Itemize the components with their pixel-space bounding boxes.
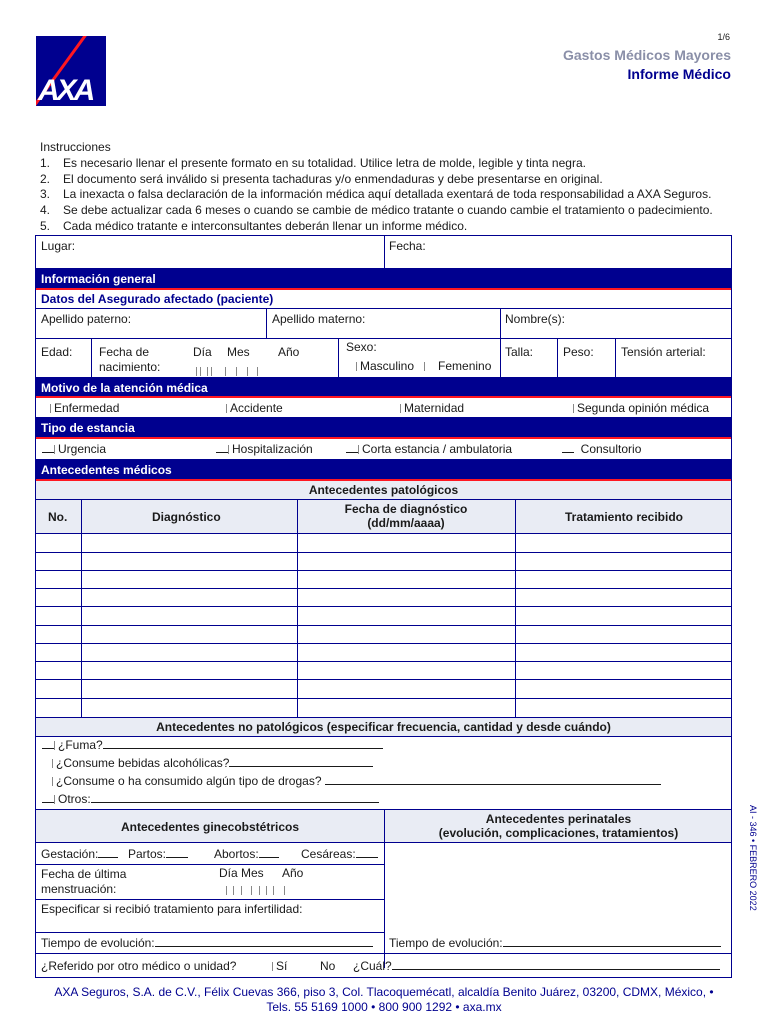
drogas-field[interactable]: ¿Consume o ha consumido algún tipo de drogas? [52,774,661,788]
document-title: Informe Médico [627,66,731,82]
cesareas-field[interactable]: Cesáreas: [301,847,378,861]
abortos-field[interactable]: Abortos: [214,847,279,861]
patologicos-table-body[interactable] [36,534,731,718]
datos-asegurado-heading: Datos del Asegurado afectado (paciente) [41,292,274,306]
dia-label: Día [193,345,212,359]
birthdate-input[interactable] [196,364,261,378]
tiempo-evolucion-row [36,933,731,954]
gestacion-field[interactable]: Gestación: [41,847,118,861]
patologicos-table-header [36,500,731,534]
peso-field[interactable]: Peso: [563,345,594,359]
referido-label: ¿Referido por otro médico o unidad? [41,959,237,973]
fum-label-2: menstruación: [41,882,117,896]
partos-field[interactable]: Partos: [128,847,188,861]
maternidad-checkbox[interactable]: Maternidad [400,401,464,415]
names-row [36,309,731,339]
cual-field[interactable]: ¿Cuál? [353,959,720,973]
fum-label: Fecha de última [41,867,127,881]
footer-address: AXA Seguros, S.A. de C.V., Félix Cuevas 366, piso 3, Col. Tlacoquemécatl, alcaldía Benito Juárez, 03200, CDMX, México, • [54,985,714,999]
enfermedad-checkbox[interactable]: Enfermedad [50,401,119,415]
gineco-perinatal-body [36,843,731,933]
anio-label: Año [278,345,300,359]
corta-estancia-checkbox[interactable]: Corta estancia / ambulatoria [346,442,512,456]
fecha-field[interactable]: Fecha: [389,239,426,253]
edad-field[interactable]: Edad: [41,345,73,359]
fecha-nac-label-2: nacimiento: [99,360,161,374]
lugar-field[interactable]: Lugar: [41,239,76,253]
fum-date-input[interactable] [226,883,288,897]
gineco-heading: Antecedentes ginecobstétricos [120,820,300,834]
instruction-item: 3. La inexacta o falsa declaración de la información médica aquí detallada exentará de toda responsabilidad a AXA Seguros. [40,187,712,202]
talla-field[interactable]: Talla: [505,345,534,359]
urgencia-checkbox[interactable]: Urgencia [42,442,106,456]
estancia-options-row [36,439,731,460]
document-code: AI - 346 • FEBRERO 2022 [748,805,758,911]
col-fecha: Fecha de diagnóstico [344,502,468,516]
fum-dia-mes-label: Día Mes [219,866,264,880]
medical-report-form [35,235,732,978]
instruction-item: 5. Cada médico tratante e interconsultantes deberán llenar un informe médico. [40,218,468,233]
motivo-options-row [36,398,731,418]
mes-label: Mes [227,345,250,359]
section-motivo: Motivo de la atención médica [36,378,731,398]
masculino-checkbox[interactable]: Masculino [356,359,414,373]
alcohol-field[interactable]: ¿Consume bebidas alcohólicas? [52,756,373,770]
segunda-opinion-checkbox[interactable]: Segunda opinión médica [573,401,709,415]
instructions [40,140,713,235]
footer-contact: Tels. 55 5169 1000 • 800 900 1292 • axa.mx [266,1000,502,1014]
tension-field[interactable]: Tensión arterial: [621,345,706,359]
datos-asegurado-row [36,290,731,309]
page-number: 1/6 [717,32,730,42]
femenino-checkbox[interactable]: Femenino [424,359,491,373]
referido-row [36,954,731,978]
section-tipo-estancia: Tipo de estancia [36,418,731,439]
tiempo-evolucion-perinatal-field[interactable]: Tiempo de evolución: [389,936,721,950]
otros-field[interactable]: Otros: [42,792,379,806]
instruction-item: 2. El documento será inválido si presenta tachaduras y/o enmendaduras y debe presentarse en original. [40,171,603,186]
hospitalizacion-checkbox[interactable]: Hospitalización [216,442,313,456]
patient-details-row [36,339,731,378]
gineco-perinatal-header [36,810,731,843]
nombres-field[interactable]: Nombre(s): [505,312,566,326]
no-checkbox[interactable]: No [320,959,336,973]
instruction-item: 4. Se debe actualizar cada 6 meses o cuando se cambie de médico tratante o cuando cambie el tratamiento o padecimiento. [40,203,713,218]
fuma-field[interactable]: ¿Fuma? [42,738,383,752]
accidente-checkbox[interactable]: Accidente [226,401,283,415]
lugar-fecha-row [36,236,731,269]
perinatal-heading: Antecedentes perinatales [485,812,632,826]
instructions-heading: Instrucciones [40,140,111,154]
consultorio-checkbox[interactable]: Consultorio [562,442,641,456]
fum-anio-label: Año [282,866,304,880]
sexo-label: Sexo: [346,340,377,354]
apellido-materno-field[interactable]: Apellido materno: [272,312,366,326]
instruction-item: 1. Es necesario llenar el presente formato en su totalidad. Utilice letra de molde, legible y tinta negra. [40,155,586,170]
col-no: No. [48,510,68,524]
section-informacion-general: Información general [36,269,731,290]
col-tratamiento: Tratamiento recibido [564,510,684,524]
col-fecha-format: (dd/mm/aaaa) [367,516,445,530]
no-patologicos-heading: Antecedentes no patológicos (especificar frecuencia, cantidad y desde cuándo) [36,718,731,737]
perinatal-subheading: (evolución, complicaciones, tratamientos) [438,826,679,840]
col-diagnostico: Diagnóstico [152,510,221,524]
axa-logo: AXA [36,36,106,106]
section-antecedentes-medicos: Antecedentes médicos [36,460,731,481]
fecha-nac-label: Fecha de [99,345,150,359]
antecedentes-patologicos-heading: Antecedentes patológicos [36,481,731,500]
tiempo-evolucion-gineco-field[interactable]: Tiempo de evolución: [41,936,373,950]
infertilidad-field[interactable]: Especificar si recibió tratamiento para infertilidad: [41,902,303,916]
no-patologicos-block [36,737,731,810]
apellido-paterno-field[interactable]: Apellido paterno: [41,312,132,326]
document-subtitle: Gastos Médicos Mayores [562,47,731,63]
footer [0,985,768,1015]
si-checkbox[interactable]: Sí [272,959,287,973]
